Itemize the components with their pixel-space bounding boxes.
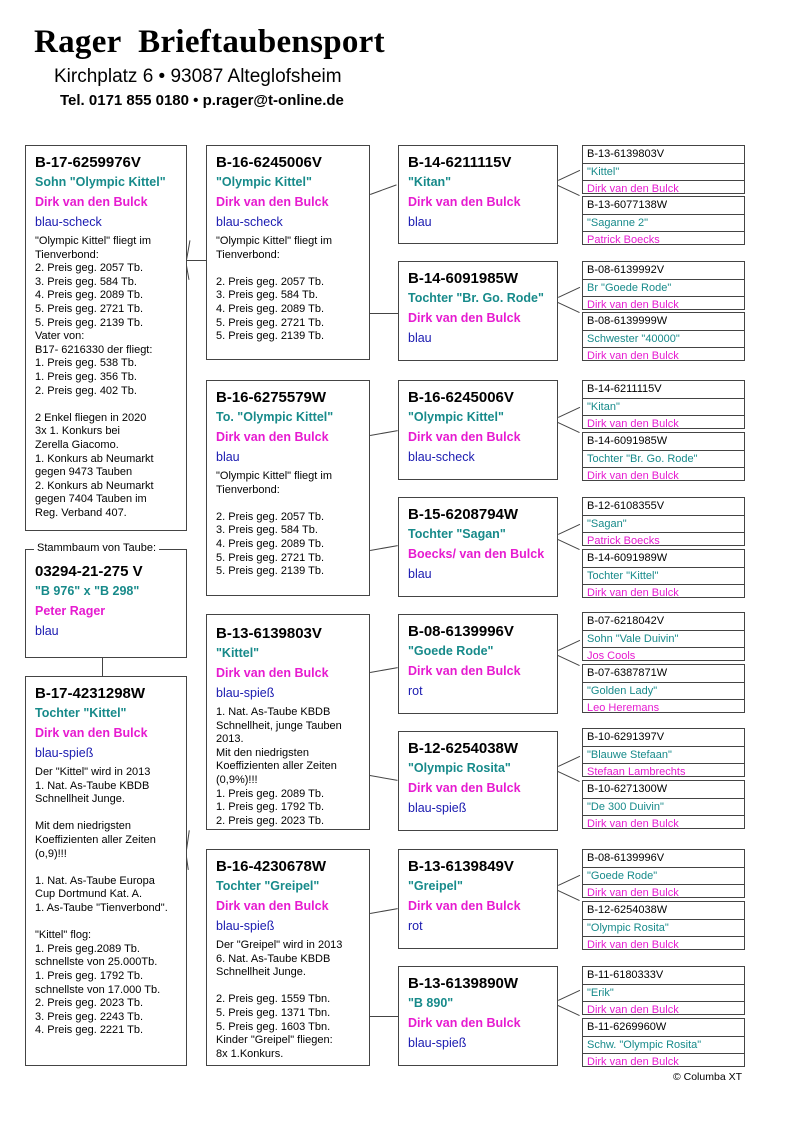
pigeon-name: "Kitan" xyxy=(583,399,744,417)
breeder-name: Dirk van den Bulck xyxy=(587,1004,679,1015)
ring-number: B-12-6108355V xyxy=(583,498,744,516)
connector xyxy=(186,260,206,261)
pigeon-name: Tochter "Greipel" xyxy=(216,879,320,893)
connector xyxy=(370,775,398,781)
pigeon-color: blau-scheck xyxy=(216,215,283,229)
ring-number: B-13-6139803V xyxy=(583,146,744,164)
great-grandparent-card xyxy=(398,966,558,1066)
pigeon-color: blau-spieß xyxy=(216,686,275,700)
ring-number: B-16-4230678W xyxy=(216,858,327,875)
pigeon-color: blau-spieß xyxy=(408,1036,467,1050)
breeder-name: Stefaan Lambrechts xyxy=(587,766,686,777)
great-grandparent-card xyxy=(398,380,558,480)
pigeon-name: "Goede Rode" xyxy=(583,868,744,886)
ring-number: B-13-6077138W xyxy=(583,197,744,215)
pigeon-name: Sohn "Olympic Kittel" xyxy=(35,175,166,189)
breeder-name: Dirk van den Bulck xyxy=(408,430,521,444)
great-grandparent-card xyxy=(398,614,558,714)
pigeon-color: blau-scheck xyxy=(408,450,475,464)
great-grandparent-card xyxy=(398,145,558,244)
performance-notes: 1. Nat. As-Taube KBDB Schnellheit, junge Tauben 2013. Mit den niedrigsten Koeffizienten aller Zeiten (0,9%)!!! 1. Preis geg. 2089 Tb. 1. Preis geg. 1792 Tb. 2. Preis geg. 2023 Tb. xyxy=(216,706,342,827)
ring-number: B-16-6245006V xyxy=(216,154,322,171)
dam-card xyxy=(25,676,187,1066)
performance-notes: Der "Greipel" wird in 2013 6. Nat. As-Taube KBDB Schnellheit Junge. 2. Preis geg. 1559 Tbn. 5. Preis geg. 1371 Tbn. 5. Preis geg. 1603 Tbn. Kinder "Greipel" fliegen: 8x 1.Konkurs. xyxy=(216,939,343,1060)
contact-line: Tel. 0171 855 0180 • p.rager@t-online.de xyxy=(60,92,344,109)
pigeon-name: "Kittel" xyxy=(583,164,744,182)
pigeon-name: "Kittel" xyxy=(216,646,260,660)
breeder-name: Dirk van den Bulck xyxy=(587,470,679,481)
address: Kirchplatz 6 • 93087 Alteglofsheim xyxy=(54,66,342,87)
ring-number: B-14-6091985W xyxy=(583,433,744,451)
grandparent-card xyxy=(206,849,370,1066)
connector xyxy=(558,1005,580,1016)
breeder-name: Dirk van den Bulck xyxy=(216,899,329,913)
performance-notes: "Olympic Kittel" fliegt im Tienverbond: 2. Preis geg. 2057 Tb. 3. Preis geg. 584 Tb. 4. Preis geg. 2089 Tb. 5. Preis geg. 2721 Tb. 5. Preis geg. 2139 Tb. xyxy=(216,235,332,343)
breeder-name: Dirk van den Bulck xyxy=(408,664,521,678)
pigeon-color: blau-spieß xyxy=(216,919,275,933)
connector xyxy=(558,422,580,433)
ring-number: B-07-6218042V xyxy=(583,613,744,631)
breeder-name: Dirk van den Bulck xyxy=(408,1016,521,1030)
gen4-card xyxy=(582,664,745,713)
connector xyxy=(558,655,580,666)
ring-number: B-14-6091985W xyxy=(408,270,519,287)
pigeon-name: "Olympic Rosita" xyxy=(408,761,511,775)
great-grandparent-card xyxy=(398,497,558,597)
gen4-card xyxy=(582,380,745,429)
ring-number: B-13-6139890W xyxy=(408,975,519,992)
ring-number: B-12-6254038W xyxy=(583,902,744,920)
breeder-name: Dirk van den Bulck xyxy=(587,818,679,829)
ring-number: B-08-6139999W xyxy=(583,313,744,331)
ring-number: B-08-6139992V xyxy=(583,262,744,280)
copyright: © Columba XT xyxy=(672,1071,742,1083)
great-grandparent-card xyxy=(398,849,558,949)
gen4-card xyxy=(582,549,745,598)
pigeon-name: Tochter "Br. Go. Rode" xyxy=(583,451,744,469)
pigeon-name: Br "Goede Rode" xyxy=(583,280,744,298)
connector xyxy=(558,287,580,298)
gen4-card xyxy=(582,612,745,661)
pigeon-color: blau xyxy=(408,567,432,581)
breeder-name: Dirk van den Bulck xyxy=(587,1056,679,1067)
connector xyxy=(558,875,580,886)
gen4-card xyxy=(582,780,745,829)
gen4-card xyxy=(582,497,745,546)
pigeon-name: "Erik" xyxy=(583,985,744,1003)
connector xyxy=(370,430,398,436)
pigeon-name: Tochter "Sagan" xyxy=(408,527,506,541)
gen4-card xyxy=(582,432,745,481)
connector xyxy=(558,170,580,181)
ring-number: B-11-6269960W xyxy=(583,1019,744,1037)
sire-card xyxy=(25,145,187,531)
connector xyxy=(558,539,580,550)
ring-number: B-16-6275579W xyxy=(216,389,327,406)
pigeon-color: rot xyxy=(408,684,423,698)
grandparent-card xyxy=(206,145,370,360)
breeder-name: Patrick Boecks xyxy=(587,535,660,546)
gen4-card xyxy=(582,145,745,194)
pigeon-color: blau xyxy=(408,331,432,345)
pigeon-name: "B 976" x "B 298" xyxy=(35,584,140,598)
pigeon-name: "Golden Lady" xyxy=(583,683,744,701)
performance-notes: "Olympic Kittel" fliegt im Tienverbond: 2. Preis geg. 2057 Tb. 3. Preis geg. 584 Tb. 4. Preis geg. 2089 Tb. 5. Preis geg. 2721 Tb. 5. Preis geg. 2139 Tb. Vater von: B17- 6216330 der fliegt: 1. Preis geg. 538 Tb. 1. Preis geg. 356 Tb. 2. Preis geg. 402 Tb. 2 Enkel fliegen in 2020 3x 1. Konkurs bei Zerella Giacomo. 1. Konkurs ab Neumarkt gegen 9473 Tauben 2. Konkurs ab Neumarkt gegen 7404 Tauben im Reg. Verband 407. xyxy=(35,235,154,519)
connector xyxy=(370,313,398,314)
breeder-name: Dirk van den Bulck xyxy=(587,587,679,598)
breeder-name: Dirk van den Bulck xyxy=(216,430,329,444)
breeder-name: Dirk van den Bulck xyxy=(35,726,148,740)
gen4-card xyxy=(582,1018,745,1067)
connector xyxy=(370,667,398,673)
connector xyxy=(558,771,580,782)
connector xyxy=(370,1016,398,1017)
pigeon-name: Schw. "Olympic Rosita" xyxy=(583,1037,744,1055)
pigeon-name: "Olympic Kittel" xyxy=(216,175,312,189)
breeder-name: Patrick Boecks xyxy=(587,234,660,245)
ring-number: 03294-21-275 V xyxy=(35,563,143,580)
breeder-name: Dirk van den Bulck xyxy=(587,887,679,898)
gen4-card xyxy=(582,261,745,310)
pigeon-name: Tochter "Kittel" xyxy=(583,568,744,586)
connector xyxy=(370,184,397,195)
ring-number: B-10-6271300W xyxy=(583,781,744,799)
pigeon-name: "Kitan" xyxy=(408,175,452,189)
pigeon-color: blau xyxy=(216,450,240,464)
gen4-card xyxy=(582,901,745,950)
pigeon-name: "Olympic Kittel" xyxy=(408,410,504,424)
great-grandparent-card xyxy=(398,261,558,361)
ring-number: B-10-6291397V xyxy=(583,729,744,747)
breeder-name: Dirk van den Bulck xyxy=(408,195,521,209)
ring-number: B-08-6139996V xyxy=(583,850,744,868)
connector xyxy=(558,640,580,651)
gen4-card xyxy=(582,196,745,245)
pigeon-name: "Goede Rode" xyxy=(408,644,494,658)
breeder-name: Dirk van den Bulck xyxy=(216,195,329,209)
performance-notes: "Olympic Kittel" fliegt im Tienverbond: 2. Preis geg. 2057 Tb. 3. Preis geg. 584 Tb. 4. Preis geg. 2089 Tb. 5. Preis geg. 2721 Tb. 5. Preis geg. 2139 Tb. xyxy=(216,470,332,578)
breeder-name: Dirk van den Bulck xyxy=(587,418,679,429)
pigeon-name: Tochter "Br. Go. Rode" xyxy=(408,291,544,305)
ring-number: B-11-6180333V xyxy=(583,967,744,985)
pigeon-name: "Blauwe Stefaan" xyxy=(583,747,744,765)
pigeon-color: blau-spieß xyxy=(35,746,94,760)
ring-number: B-17-6259976V xyxy=(35,154,141,171)
pigeon-name: "De 300 Duivin" xyxy=(583,799,744,817)
breeder-name: Dirk van den Bulck xyxy=(587,183,679,194)
pigeon-color: blau xyxy=(35,624,59,638)
pigeon-name: Tochter "Kittel" xyxy=(35,706,127,720)
breeder-name: Dirk van den Bulck xyxy=(408,311,521,325)
breeder-name: Dirk van den Bulck xyxy=(587,299,679,310)
gen4-card xyxy=(582,966,745,1015)
breeder-name: Peter Rager xyxy=(35,604,106,618)
breeder-name: Dirk van den Bulck xyxy=(587,939,679,950)
pigeon-name: To. "Olympic Kittel" xyxy=(216,410,334,424)
gen4-card xyxy=(582,849,745,898)
breeder-name: Dirk van den Bulck xyxy=(408,781,521,795)
connector xyxy=(558,524,580,535)
ring-number: B-17-4231298W xyxy=(35,685,146,702)
connector xyxy=(102,658,103,676)
connector xyxy=(558,407,580,418)
pigeon-name: Schwester "40000" xyxy=(583,331,744,349)
connector xyxy=(370,908,398,914)
gen4-card xyxy=(582,728,745,777)
great-grandparent-card xyxy=(398,731,558,831)
ring-number: B-07-6387871W xyxy=(583,665,744,683)
breeder-name: Boecks/ van den Bulck xyxy=(408,547,545,561)
pigeon-color: blau xyxy=(408,215,432,229)
pigeon-name: "Sagan" xyxy=(583,516,744,534)
connector xyxy=(558,302,580,313)
pigeon-name: "Olympic Rosita" xyxy=(583,920,744,938)
grandparent-card xyxy=(206,380,370,596)
connector xyxy=(558,890,580,901)
breeder-name: Dirk van den Bulck xyxy=(408,899,521,913)
gen4-card xyxy=(582,312,745,361)
ring-number: B-16-6245006V xyxy=(408,389,514,406)
pigeon-color: rot xyxy=(408,919,423,933)
subject-card xyxy=(25,549,187,658)
pigeon-color: blau-scheck xyxy=(35,215,102,229)
ring-number: B-14-6091989W xyxy=(583,550,744,568)
ring-number: B-14-6211115V xyxy=(583,381,744,399)
breeder-name: Dirk van den Bulck xyxy=(35,195,148,209)
breeder-name: Jos Cools xyxy=(587,650,636,661)
page-title: Rager Brieftaubensport xyxy=(34,24,385,60)
ring-number: B-12-6254038W xyxy=(408,740,519,757)
ring-number: B-13-6139803V xyxy=(216,625,322,642)
breeder-name: Leo Heremans xyxy=(587,702,660,713)
ring-number: B-13-6139849V xyxy=(408,858,514,875)
pigeon-name: "B 890" xyxy=(408,996,454,1010)
connector xyxy=(558,185,580,196)
pigeon-name: Sohn "Vale Duivin" xyxy=(583,631,744,649)
pigeon-color: blau-spieß xyxy=(408,801,467,815)
ring-number: B-08-6139996V xyxy=(408,623,514,640)
subject-legend: Stammbaum von Taube: xyxy=(34,542,159,554)
connector xyxy=(558,756,580,767)
performance-notes: Der "Kittel" wird in 2013 1. Nat. As-Taube KBDB Schnellheit Junge. Mit dem niedrigsten Koeffizienten aller Zeiten (o,9)!!! 1. Nat. As-Taube Europa Cup Dortmund Kat. A. 1. As-Taube "Tienverbond". "Kittel" flog: 1. Preis geg.2089 Tb. schnellste von 25.000Tb. 1. Preis geg. 1792 Tb. schnellste von 17.000 Tb. 2. Preis geg. 2023 Tb. 3. Preis geg. 2243 Tb. 4. Preis geg. 2221 Tb. xyxy=(35,766,168,1037)
pigeon-name: "Greipel" xyxy=(408,879,463,893)
connector xyxy=(370,545,398,551)
breeder-name: Dirk van den Bulck xyxy=(587,350,679,361)
pigeon-name: "Saganne 2" xyxy=(583,215,744,233)
grandparent-card xyxy=(206,614,370,830)
breeder-name: Dirk van den Bulck xyxy=(216,666,329,680)
ring-number: B-15-6208794W xyxy=(408,506,519,523)
ring-number: B-14-6211115V xyxy=(408,154,512,171)
connector xyxy=(558,990,580,1001)
